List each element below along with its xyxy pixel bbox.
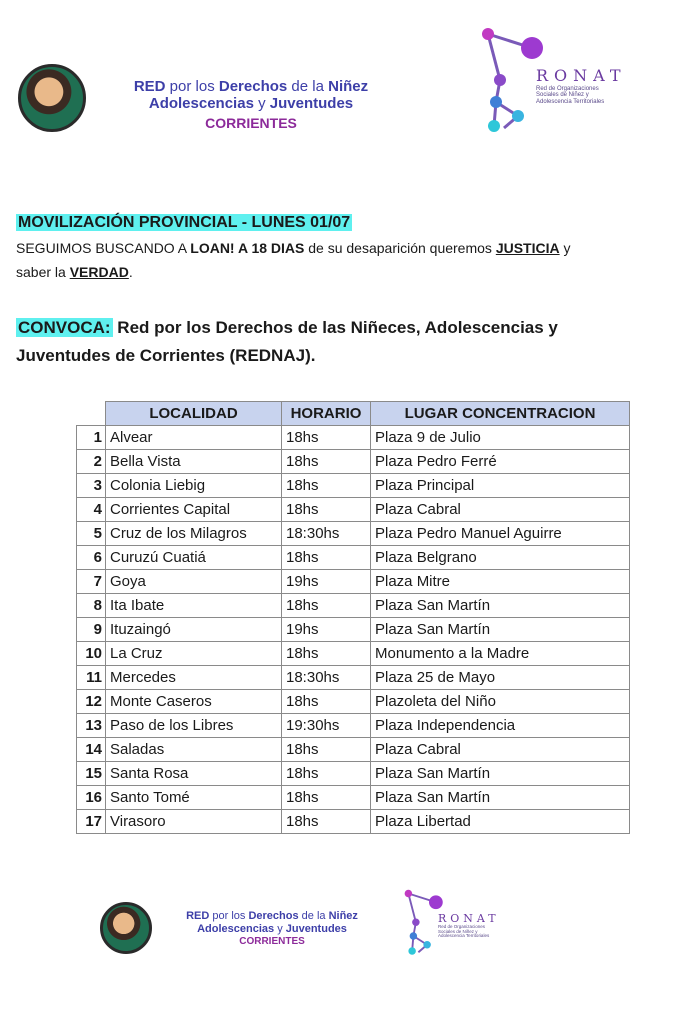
table-row <box>77 450 630 474</box>
table-row <box>77 594 630 618</box>
table-row <box>77 618 630 642</box>
cell-horario: 18hs <box>282 474 371 498</box>
ronat-subtitle: Red de Organizaciones Sociales de Niñez y Adolescencia Territoriales <box>438 924 490 939</box>
table-row <box>77 666 630 690</box>
convoca-block: CONVOCA: Red por los Derechos de las Niñeces, Adolescencias y Juventudes de Corrientes (REDNAJ). <box>16 318 558 365</box>
red-logo-text: RED por los Derechos de la Niñez Adolescencias y Juventudes CORRIENTES <box>133 78 369 131</box>
cell-horario: 18hs <box>282 690 371 714</box>
table-row <box>77 522 630 546</box>
announcement <box>16 210 676 284</box>
red-logo-avatar-icon <box>100 902 152 954</box>
red-logo-avatar-icon <box>18 64 86 132</box>
cell-horario: 18hs <box>282 450 371 474</box>
cell-horario: 18:30hs <box>282 522 371 546</box>
header-localidad: LOCALIDAD <box>106 402 282 426</box>
cell-localidad: Monte Caseros <box>106 690 282 714</box>
announcement-paragraph-line2: saber la VERDAD. <box>16 264 133 280</box>
row-number: 12 <box>77 690 106 714</box>
table-row <box>77 738 630 762</box>
cell-lugar: Plaza Principal <box>371 474 630 498</box>
cell-localidad: Cruz de los Milagros <box>106 522 282 546</box>
row-number: 6 <box>77 546 106 570</box>
schedule-table <box>76 401 630 834</box>
table-row <box>77 762 630 786</box>
ronat-wordmark: RONAT <box>536 66 627 85</box>
cell-localidad: Alvear <box>106 426 282 450</box>
cell-horario: 18:30hs <box>282 666 371 690</box>
cell-horario: 18hs <box>282 594 371 618</box>
cell-lugar: Plaza 25 de Mayo <box>371 666 630 690</box>
cell-lugar: Plaza San Martín <box>371 594 630 618</box>
cell-lugar: Plaza San Martín <box>371 786 630 810</box>
ronat-wordmark: RONAT <box>438 912 500 925</box>
cell-lugar: Monumento a la Madre <box>371 642 630 666</box>
cell-localidad: Ituzaingó <box>106 618 282 642</box>
row-number: 16 <box>77 786 106 810</box>
cell-horario: 18hs <box>282 546 371 570</box>
cell-localidad: Curuzú Cuatiá <box>106 546 282 570</box>
cell-localidad: La Cruz <box>106 642 282 666</box>
cell-localidad: Corrientes Capital <box>106 498 282 522</box>
cell-lugar: Plaza Independencia <box>371 714 630 738</box>
red-logo-text: RED por los Derechos de la Niñez Adolescencias y Juventudes CORRIENTES <box>186 910 358 948</box>
cell-horario: 18hs <box>282 762 371 786</box>
cell-lugar: Plaza Belgrano <box>371 546 630 570</box>
row-number: 1 <box>77 426 106 450</box>
cell-localidad: Ita Ibate <box>106 594 282 618</box>
table-row <box>77 642 630 666</box>
cell-lugar: Plaza Mitre <box>371 570 630 594</box>
row-number: 9 <box>77 618 106 642</box>
cell-localidad: Santo Tomé <box>106 786 282 810</box>
table-row <box>77 498 630 522</box>
header-lugar: LUGAR CONCENTRACION <box>371 402 630 426</box>
row-number: 3 <box>77 474 106 498</box>
row-number: 17 <box>77 810 106 834</box>
cell-horario: 18hs <box>282 642 371 666</box>
table-row <box>77 570 630 594</box>
row-number: 5 <box>77 522 106 546</box>
table-row <box>77 714 630 738</box>
cell-horario: 18hs <box>282 426 371 450</box>
cell-horario: 18hs <box>282 738 371 762</box>
cell-lugar: Plaza San Martín <box>371 618 630 642</box>
row-number: 13 <box>77 714 106 738</box>
announcement-paragraph-line1: SEGUIMOS BUSCANDO A LOAN! A 18 DIAS de su desaparición queremos JUSTICIA y <box>16 240 571 256</box>
table-row <box>77 690 630 714</box>
row-number: 4 <box>77 498 106 522</box>
cell-lugar: Plaza 9 de Julio <box>371 426 630 450</box>
cell-lugar: Plaza Cabral <box>371 498 630 522</box>
row-number: 14 <box>77 738 106 762</box>
row-number: 15 <box>77 762 106 786</box>
row-number: 10 <box>77 642 106 666</box>
cell-lugar: Plazoleta del Niño <box>371 690 630 714</box>
cell-localidad: Paso de los Libres <box>106 714 282 738</box>
cell-localidad: Colonia Liebig <box>106 474 282 498</box>
cell-localidad: Virasoro <box>106 810 282 834</box>
cell-horario: 19:30hs <box>282 714 371 738</box>
table-header-row <box>77 402 630 426</box>
table-row <box>77 786 630 810</box>
table-row <box>77 426 630 450</box>
table-row <box>77 546 630 570</box>
cell-horario: 19hs <box>282 570 371 594</box>
cell-localidad: Goya <box>106 570 282 594</box>
announcement-title: MOVILIZACIÓN PROVINCIAL - LUNES 01/07 <box>18 214 351 231</box>
row-number: 11 <box>77 666 106 690</box>
table-row <box>77 810 630 834</box>
ronat-subtitle: Red de Organizaciones Sociales de Niñez y Adolescencia Territoriales <box>536 86 605 105</box>
cell-horario: 18hs <box>282 810 371 834</box>
row-number: 7 <box>77 570 106 594</box>
row-number: 2 <box>77 450 106 474</box>
cell-lugar: Plaza San Martín <box>371 762 630 786</box>
table-row <box>77 474 630 498</box>
cell-lugar: Plaza Pedro Ferré <box>371 450 630 474</box>
cell-lugar: Plaza Cabral <box>371 738 630 762</box>
cell-lugar: Plaza Libertad <box>371 810 630 834</box>
cell-horario: 18hs <box>282 498 371 522</box>
cell-horario: 18hs <box>282 786 371 810</box>
header-horario: HORARIO <box>282 402 371 426</box>
cell-lugar: Plaza Pedro Manuel Aguirre <box>371 522 630 546</box>
convoca-label: CONVOCA: <box>18 318 111 337</box>
cell-localidad: Bella Vista <box>106 450 282 474</box>
cell-localidad: Santa Rosa <box>106 762 282 786</box>
cell-localidad: Mercedes <box>106 666 282 690</box>
cell-localidad: Saladas <box>106 738 282 762</box>
row-number: 8 <box>77 594 106 618</box>
cell-horario: 19hs <box>282 618 371 642</box>
